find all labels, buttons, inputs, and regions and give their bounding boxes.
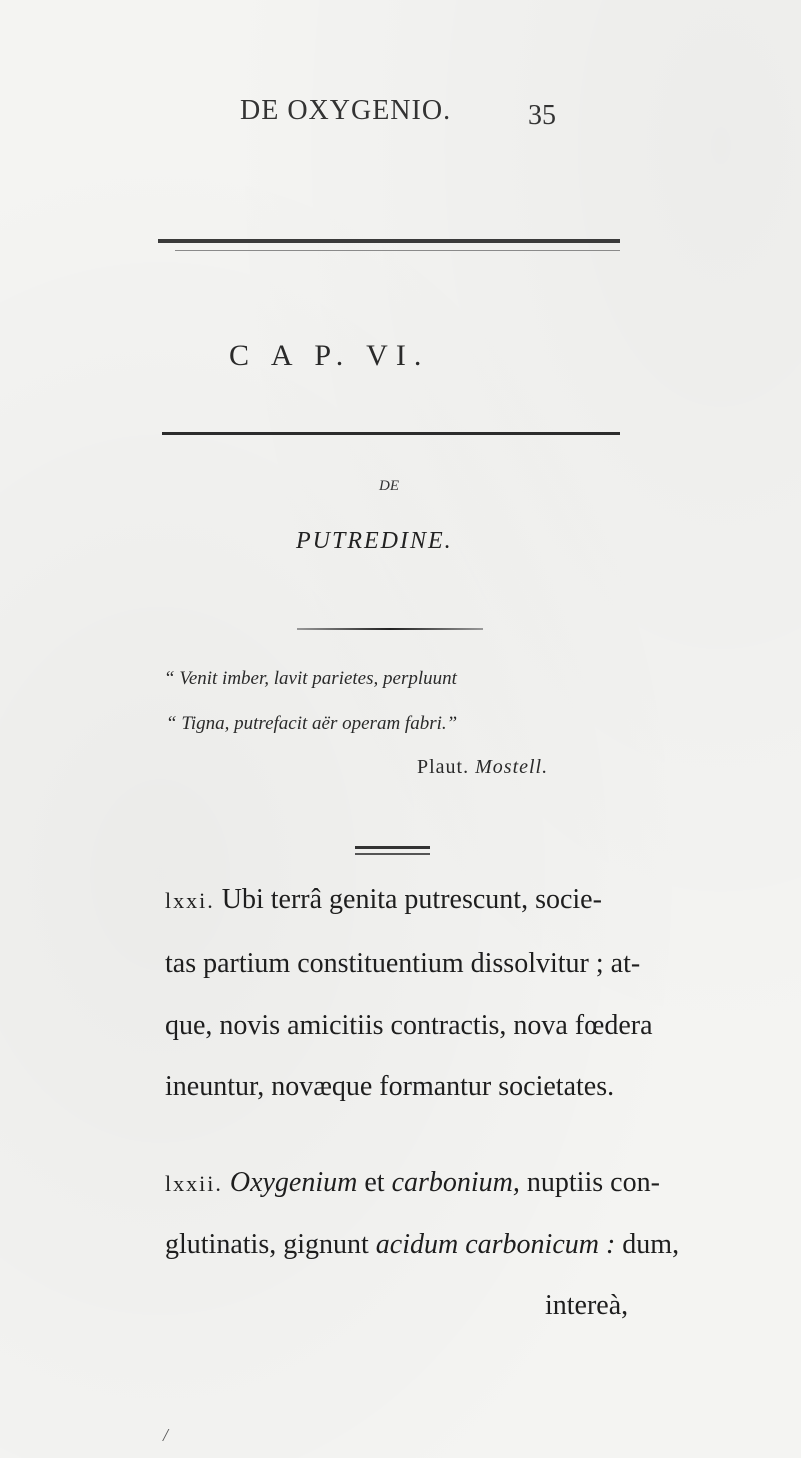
ornamental-rule bbox=[297, 628, 483, 630]
header-rule-thin bbox=[175, 250, 620, 251]
epigraph-attribution bbox=[417, 756, 548, 779]
paragraph-number: lxxi. bbox=[165, 888, 215, 913]
title-preposition: DE bbox=[379, 478, 399, 494]
stray-mark: / bbox=[163, 1425, 169, 1445]
conjunction: et bbox=[357, 1167, 392, 1198]
term-carbonium: carbonium, bbox=[391, 1167, 520, 1198]
chapter-heading: C A P. VI. bbox=[229, 339, 430, 372]
chapter-rule bbox=[162, 432, 620, 435]
section-divider-top bbox=[355, 846, 430, 849]
paragraph-lxxi-line-4: ineuntur, novæque formantur societates. bbox=[165, 1071, 615, 1102]
paragraph-lxxii-line-2 bbox=[165, 1229, 679, 1261]
paragraph-text: glutinatis, gignunt bbox=[165, 1229, 376, 1260]
paragraph-lxxi-line-2: tas partium constituentium dissolvitur ; at- bbox=[165, 948, 641, 979]
paragraph-number: lxxii. bbox=[165, 1171, 223, 1196]
paragraph-text: Ubi terrâ genita putrescunt, socie- bbox=[221, 884, 602, 915]
paragraph-text-end: dum, bbox=[615, 1229, 680, 1260]
paragraph-lxxii-line-1 bbox=[165, 1167, 660, 1199]
term-oxygenium: Oxygenium bbox=[229, 1167, 358, 1198]
paragraph-lxxi-line-3: que, novis amicitiis contractis, nova fœdera bbox=[165, 1010, 653, 1041]
section-divider-bottom bbox=[355, 853, 430, 855]
page-number: 35 bbox=[528, 100, 556, 131]
running-head: DE OXYGENIO. bbox=[240, 95, 452, 126]
epigraph-line-2: “ Tigna, putrefacit aër operam fabri.” bbox=[166, 713, 458, 734]
chapter-title: PUTREDINE. bbox=[296, 528, 453, 554]
epigraph-line-1: “ Venit imber, lavit parietes, perpluunt bbox=[164, 668, 457, 689]
paragraph-lxxi-line-1 bbox=[165, 884, 602, 916]
attribution-work: Mostell. bbox=[475, 756, 549, 778]
header-rule-thick bbox=[158, 239, 620, 243]
term-acidum-carbonicum: acidum carbonicum : bbox=[375, 1229, 616, 1260]
catchword: intereà, bbox=[545, 1290, 629, 1321]
attribution-author: Plaut. bbox=[417, 756, 470, 778]
paragraph-text: nuptiis con- bbox=[519, 1167, 660, 1198]
